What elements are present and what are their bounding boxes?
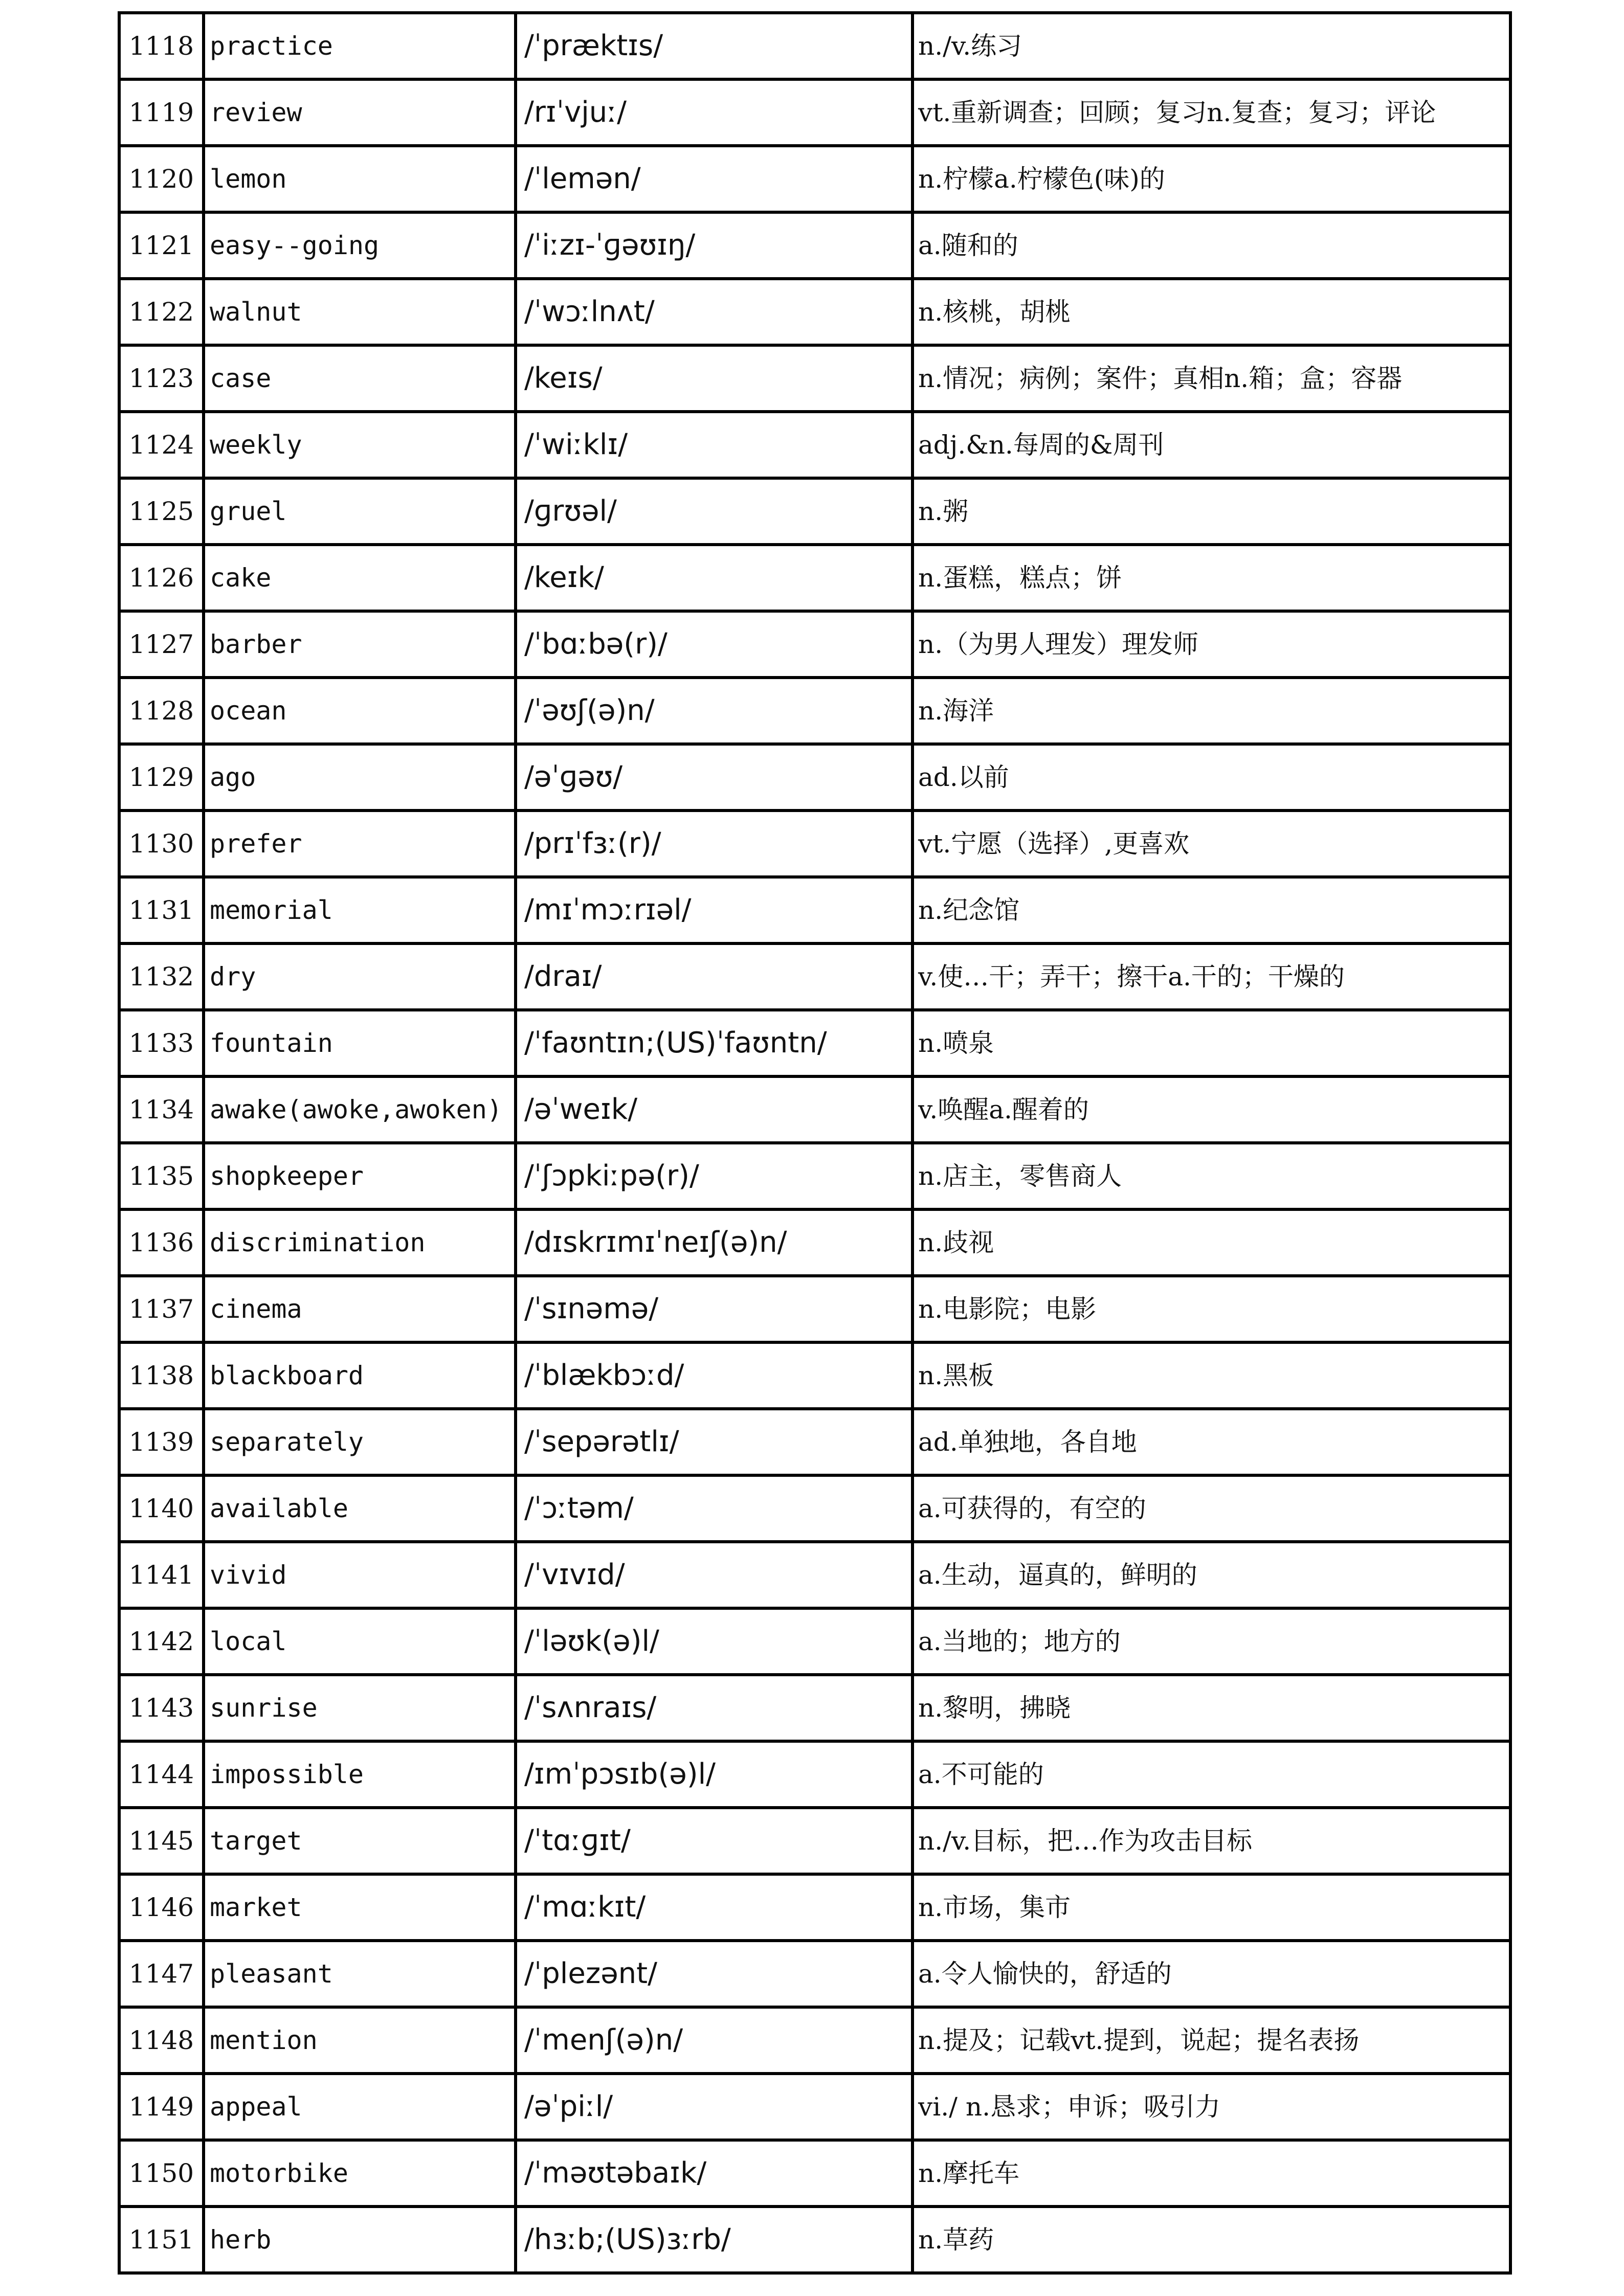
entry-number: 1145	[119, 1808, 204, 1874]
table-row	[119, 1076, 1510, 1143]
table-row	[119, 13, 1510, 79]
entry-number: 1129	[119, 744, 204, 811]
entry-phonetic: /draɪ/	[516, 943, 913, 1010]
entry-word: ago	[204, 744, 516, 811]
entry-definition: a.随和的	[913, 212, 1510, 279]
entry-definition: n.粥	[913, 478, 1510, 545]
entry-word: motorbike	[204, 2140, 516, 2207]
entry-word: appeal	[204, 2074, 516, 2140]
entry-definition: n.柠檬a.柠檬色(味)的	[913, 146, 1510, 212]
entry-word: local	[204, 1608, 516, 1675]
entry-number: 1148	[119, 2007, 204, 2074]
entry-number: 1119	[119, 79, 204, 146]
entry-definition: n.歧视	[913, 1209, 1510, 1276]
entry-number: 1123	[119, 345, 204, 412]
table-row	[119, 1675, 1510, 1741]
entry-phonetic: /ˈsɪnəmə/	[516, 1276, 913, 1342]
entry-word: case	[204, 345, 516, 412]
entry-phonetic: /ˈsepərətlɪ/	[516, 1409, 913, 1475]
entry-phonetic: /ˈsʌnraɪs/	[516, 1675, 913, 1741]
entry-word: impossible	[204, 1741, 516, 1808]
entry-word: discrimination	[204, 1209, 516, 1276]
entry-definition: n./v.练习	[913, 13, 1510, 79]
entry-phonetic: /hɜːb;(US)ɜːrb/	[516, 2207, 913, 2273]
table-row	[119, 2007, 1510, 2074]
entry-word: barber	[204, 611, 516, 678]
entry-definition: n./v.目标，把…作为攻击目标	[913, 1808, 1510, 1874]
entry-number: 1128	[119, 678, 204, 744]
entry-word: cake	[204, 545, 516, 611]
entry-word: dry	[204, 943, 516, 1010]
entry-number: 1125	[119, 478, 204, 545]
entry-number: 1147	[119, 1941, 204, 2007]
entry-definition: vt.宁愿（选择）,更喜欢	[913, 811, 1510, 877]
entry-word: herb	[204, 2207, 516, 2273]
entry-number: 1151	[119, 2207, 204, 2273]
entry-number: 1150	[119, 2140, 204, 2207]
entry-word: walnut	[204, 279, 516, 345]
entry-phonetic: /ˈlemən/	[516, 146, 913, 212]
table-row	[119, 146, 1510, 212]
entry-number: 1126	[119, 545, 204, 611]
entry-number: 1124	[119, 412, 204, 478]
table-row	[119, 79, 1510, 146]
entry-word: fountain	[204, 1010, 516, 1076]
entry-word: gruel	[204, 478, 516, 545]
entry-definition: a.令人愉快的，舒适的	[913, 1941, 1510, 2007]
table-row	[119, 2207, 1510, 2273]
entry-phonetic: /ˈmenʃ(ə)n/	[516, 2007, 913, 2074]
entry-phonetic: /dɪskrɪmɪˈneɪʃ(ə)n/	[516, 1209, 913, 1276]
entry-word: vivid	[204, 1542, 516, 1608]
entry-word: easy--going	[204, 212, 516, 279]
entry-word: target	[204, 1808, 516, 1874]
entry-number: 1140	[119, 1475, 204, 1542]
entry-number: 1131	[119, 877, 204, 943]
entry-phonetic: /əˈɡəʊ/	[516, 744, 913, 811]
entry-definition: a.当地的；地方的	[913, 1608, 1510, 1675]
entry-word: sunrise	[204, 1675, 516, 1741]
entry-definition: ad.以前	[913, 744, 1510, 811]
table-row	[119, 678, 1510, 744]
table-row	[119, 345, 1510, 412]
entry-definition: n.核桃，胡桃	[913, 279, 1510, 345]
entry-phonetic: /ˈbɑːbə(r)/	[516, 611, 913, 678]
entry-number: 1121	[119, 212, 204, 279]
entry-definition: v.唤醒a.醒着的	[913, 1076, 1510, 1143]
entry-definition: n.海洋	[913, 678, 1510, 744]
table-row	[119, 412, 1510, 478]
table-row	[119, 1608, 1510, 1675]
entry-number: 1133	[119, 1010, 204, 1076]
entry-word: separately	[204, 1409, 516, 1475]
table-row	[119, 744, 1510, 811]
entry-definition: n.电影院；电影	[913, 1276, 1510, 1342]
entry-phonetic: /ˈʃɔpkiːpə(r)/	[516, 1143, 913, 1209]
entry-word: lemon	[204, 146, 516, 212]
entry-phonetic: /keɪk/	[516, 545, 913, 611]
entry-number: 1122	[119, 279, 204, 345]
table-row	[119, 279, 1510, 345]
entry-word: memorial	[204, 877, 516, 943]
entry-word: practice	[204, 13, 516, 79]
entry-definition: n.（为男人理发）理发师	[913, 611, 1510, 678]
entry-word: weekly	[204, 412, 516, 478]
entry-phonetic: /ˈvɪvɪd/	[516, 1542, 913, 1608]
entry-number: 1142	[119, 1608, 204, 1675]
table-row	[119, 1342, 1510, 1409]
entry-phonetic: /ˈtɑːɡɪt/	[516, 1808, 913, 1874]
entry-number: 1132	[119, 943, 204, 1010]
entry-phonetic: /keɪs/	[516, 345, 913, 412]
entry-word: blackboard	[204, 1342, 516, 1409]
entry-word: pleasant	[204, 1941, 516, 2007]
entry-number: 1136	[119, 1209, 204, 1276]
entry-definition: vi./ n.恳求；申诉；吸引力	[913, 2074, 1510, 2140]
entry-phonetic: /rɪˈvjuː/	[516, 79, 913, 146]
entry-word: prefer	[204, 811, 516, 877]
entry-definition: n.纪念馆	[913, 877, 1510, 943]
entry-phonetic: /ˈəʊʃ(ə)n/	[516, 678, 913, 744]
entry-phonetic: /əˈpiːl/	[516, 2074, 913, 2140]
table-row	[119, 1475, 1510, 1542]
entry-number: 1134	[119, 1076, 204, 1143]
vocabulary-table-body	[119, 13, 1510, 2273]
table-row	[119, 1874, 1510, 1941]
table-row	[119, 943, 1510, 1010]
entry-word: available	[204, 1475, 516, 1542]
entry-word: ocean	[204, 678, 516, 744]
entry-word: mention	[204, 2007, 516, 2074]
entry-definition: n.提及；记载vt.提到，说起；提名表扬	[913, 2007, 1510, 2074]
table-row	[119, 478, 1510, 545]
table-row	[119, 1808, 1510, 1874]
table-row	[119, 1010, 1510, 1076]
table-row	[119, 1209, 1510, 1276]
entry-definition: vt.重新调查；回顾；复习n.复查；复习；评论	[913, 79, 1510, 146]
entry-word: review	[204, 79, 516, 146]
entry-phonetic: /ˈiːzɪ-ˈɡəʊɪŋ/	[516, 212, 913, 279]
entry-definition: n.黑板	[913, 1342, 1510, 1409]
entry-phonetic: /əˈweɪk/	[516, 1076, 913, 1143]
entry-phonetic: /ˈɔːtəm/	[516, 1475, 913, 1542]
entry-number: 1130	[119, 811, 204, 877]
entry-phonetic: /mɪˈmɔːrɪəl/	[516, 877, 913, 943]
table-row	[119, 1741, 1510, 1808]
table-row	[119, 1941, 1510, 2007]
entry-number: 1127	[119, 611, 204, 678]
entry-definition: adj.&n.每周的&周刊	[913, 412, 1510, 478]
entry-definition: n.摩托车	[913, 2140, 1510, 2207]
entry-definition: n.情况；病例；案件；真相n.箱；盒；容器	[913, 345, 1510, 412]
entry-definition: n.喷泉	[913, 1010, 1510, 1076]
entry-word: cinema	[204, 1276, 516, 1342]
entry-definition: a.可获得的，有空的	[913, 1475, 1510, 1542]
entry-number: 1149	[119, 2074, 204, 2140]
vocabulary-table	[118, 11, 1512, 2275]
entry-word: awake(awoke,awoken)	[204, 1076, 516, 1143]
entry-phonetic: /ˈpræktɪs/	[516, 13, 913, 79]
entry-phonetic: /prɪˈfɜː(r)/	[516, 811, 913, 877]
entry-definition: n.黎明，拂晓	[913, 1675, 1510, 1741]
entry-word: shopkeeper	[204, 1143, 516, 1209]
entry-number: 1135	[119, 1143, 204, 1209]
entry-phonetic: /ɡrʊəl/	[516, 478, 913, 545]
table-row	[119, 2140, 1510, 2207]
table-row	[119, 545, 1510, 611]
entry-phonetic: /ˈblækbɔːd/	[516, 1342, 913, 1409]
table-row	[119, 1143, 1510, 1209]
table-row	[119, 877, 1510, 943]
entry-number: 1146	[119, 1874, 204, 1941]
table-row	[119, 1276, 1510, 1342]
entry-definition: ad.单独地，各自地	[913, 1409, 1510, 1475]
entry-definition: n.草药	[913, 2207, 1510, 2273]
table-row	[119, 2074, 1510, 2140]
table-row	[119, 1542, 1510, 1608]
table-row	[119, 611, 1510, 678]
entry-number: 1118	[119, 13, 204, 79]
entry-number: 1120	[119, 146, 204, 212]
entry-phonetic: /ˈfaʊntɪn;(US)ˈfaʊntn/	[516, 1010, 913, 1076]
table-row	[119, 212, 1510, 279]
entry-number: 1138	[119, 1342, 204, 1409]
entry-number: 1139	[119, 1409, 204, 1475]
table-row	[119, 811, 1510, 877]
entry-number: 1141	[119, 1542, 204, 1608]
entry-number: 1143	[119, 1675, 204, 1741]
entry-number: 1144	[119, 1741, 204, 1808]
entry-phonetic: /ˈləʊk(ə)l/	[516, 1608, 913, 1675]
entry-phonetic: /ɪmˈpɔsɪb(ə)l/	[516, 1741, 913, 1808]
entry-phonetic: /ˈwiːklɪ/	[516, 412, 913, 478]
entry-definition: n.蛋糕，糕点；饼	[913, 545, 1510, 611]
table-row	[119, 1409, 1510, 1475]
entry-definition: v.使…干；弄干；擦干a.干的；干燥的	[913, 943, 1510, 1010]
entry-word: market	[204, 1874, 516, 1941]
entry-definition: a.不可能的	[913, 1741, 1510, 1808]
entry-definition: n.市场，集市	[913, 1874, 1510, 1941]
entry-phonetic: /ˈməʊtəbaɪk/	[516, 2140, 913, 2207]
entry-definition: n.店主，零售商人	[913, 1143, 1510, 1209]
entry-phonetic: /ˈwɔːlnʌt/	[516, 279, 913, 345]
entry-number: 1137	[119, 1276, 204, 1342]
entry-definition: a.生动，逼真的，鲜明的	[913, 1542, 1510, 1608]
entry-phonetic: /ˈmɑːkɪt/	[516, 1874, 913, 1941]
entry-phonetic: /ˈplezənt/	[516, 1941, 913, 2007]
